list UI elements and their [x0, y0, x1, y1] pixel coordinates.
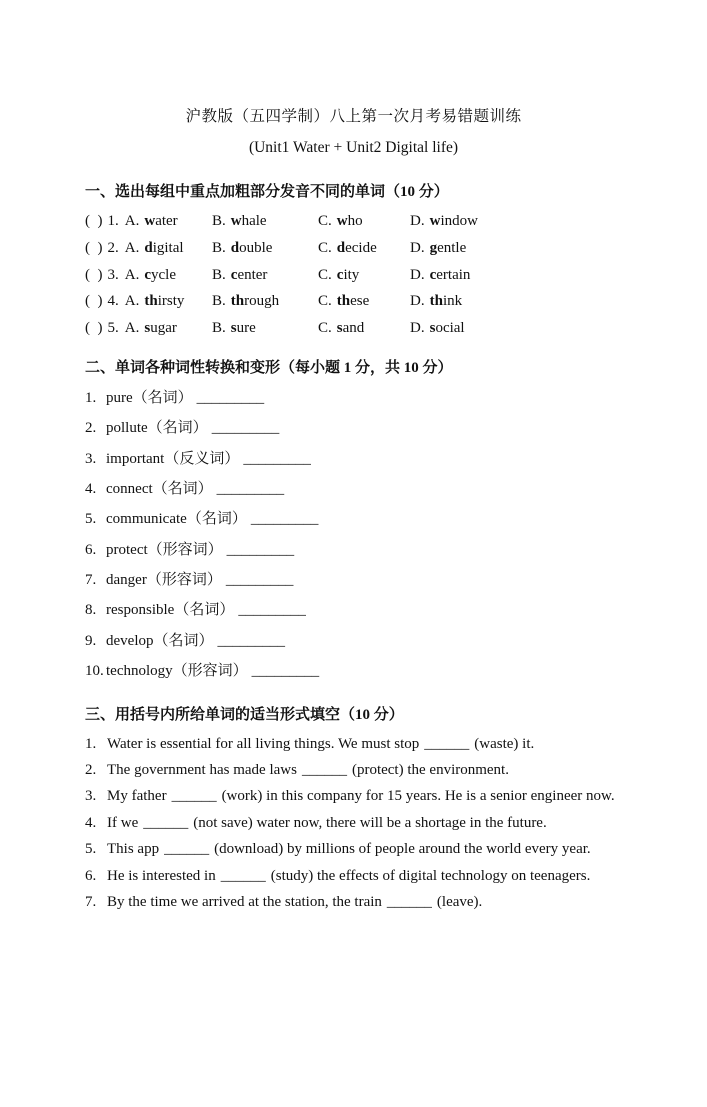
bold-letter: g [429, 239, 438, 256]
bold-letter: w [336, 213, 348, 229]
option-word: igital [152, 239, 184, 256]
answer-blank[interactable]: _________ [243, 450, 311, 467]
sentence-item [85, 731, 682, 757]
question-number: 5. [107, 320, 119, 336]
answer-bracket[interactable]: ( ) [85, 213, 103, 229]
option-label: C. [318, 213, 332, 229]
word-item [85, 504, 682, 534]
choice-option [410, 262, 682, 289]
word: danger [106, 572, 147, 589]
pos-hint: （名词） [186, 511, 247, 528]
choice-option [318, 288, 410, 315]
bold-letter: s [144, 320, 151, 336]
bold-letter: d [230, 239, 240, 256]
sentence-item [85, 836, 682, 862]
option-label: D. [410, 266, 425, 283]
answer-bracket[interactable]: ( ) [85, 239, 103, 256]
question-number: 3. [85, 450, 97, 467]
sentence-after: (work) in this company for 15 years. He is a senior engineer now. [221, 788, 615, 805]
word-item [85, 565, 682, 595]
sentence-before: If we [107, 814, 139, 831]
exam-paper [0, 108, 707, 915]
answer-blank[interactable]: ______ [386, 894, 432, 910]
paper-body [0, 183, 707, 915]
sentence-after: (waste) it. [474, 735, 535, 752]
pos-hint: （反义词） [164, 450, 240, 467]
option-label: D. [410, 293, 425, 310]
bold-letter: c [429, 266, 437, 283]
option-label: B. [212, 213, 226, 229]
bold-letter: w [230, 213, 242, 229]
option-word: indow [440, 213, 478, 229]
answer-blank[interactable]: _________ [216, 480, 285, 497]
page-title: 沪教版（五四学制）八上第一次月考易错题训练 [185, 108, 522, 125]
word: connect [106, 480, 153, 497]
question-number: 7. [85, 572, 97, 589]
choice-option [410, 235, 682, 262]
pos-hint: （形容词） [172, 663, 248, 680]
sentence-after: (leave). [436, 894, 483, 910]
choice-question-row [85, 288, 682, 315]
word-item [85, 383, 682, 413]
answer-blank[interactable]: _________ [211, 420, 280, 437]
bold-letter: w [429, 213, 441, 229]
question-number: 5. [85, 511, 97, 528]
word-item [85, 535, 682, 565]
option-label: A. [124, 293, 140, 310]
option-label: B. [212, 239, 226, 256]
answer-blank[interactable]: _________ [226, 541, 295, 558]
option-word: ouble [239, 239, 273, 256]
choice-option [410, 315, 682, 342]
word: develop [106, 632, 154, 649]
option-label: A. [124, 320, 140, 336]
question-number: 2. [85, 762, 97, 779]
option-label: C. [318, 239, 332, 256]
sentence-before: This app [107, 841, 160, 858]
option-word: ure [236, 320, 256, 336]
bold-letter: th [336, 293, 351, 310]
option-label: A. [124, 239, 140, 256]
option-label: A. [124, 213, 140, 229]
pos-hint: （名词） [152, 480, 213, 497]
option-word: hale [241, 213, 267, 229]
option-label: C. [318, 293, 332, 310]
option-word: ink [442, 293, 463, 310]
option-word: ho [347, 213, 363, 229]
sentence-before: The government has made laws [107, 762, 297, 779]
sentence-item [85, 783, 682, 809]
sentence-item [85, 810, 682, 836]
sentence-item [85, 889, 682, 915]
question-number: 6. [85, 541, 97, 558]
option-word: irsty [157, 293, 185, 310]
choice-option [410, 288, 682, 315]
choice-option [212, 235, 318, 262]
word-item [85, 444, 682, 474]
word-item [85, 626, 682, 656]
sentence-after: (protect) the environment. [351, 762, 509, 779]
answer-blank[interactable]: _________ [238, 602, 306, 619]
option-word: rough [244, 293, 280, 310]
option-word: ity [343, 266, 360, 283]
choice-option [85, 288, 212, 315]
question-number: 8. [85, 602, 97, 619]
section3-items [85, 731, 682, 916]
pos-hint: （形容词） [146, 572, 222, 589]
question-number: 6. [85, 867, 97, 884]
option-word: ycle [151, 266, 176, 283]
section2-items [85, 383, 682, 687]
bold-letter: c [336, 266, 344, 283]
option-label: A. [124, 266, 140, 283]
choice-option [318, 315, 410, 342]
choice-question-row [85, 235, 682, 262]
question-number: 1. [107, 213, 119, 229]
choice-option [85, 262, 212, 289]
choice-option [212, 315, 318, 342]
choice-question-row [85, 315, 682, 342]
choice-option [85, 235, 212, 262]
choice-option [85, 315, 212, 342]
section1-items [85, 208, 682, 342]
option-label: B. [212, 320, 226, 336]
word-item [85, 474, 682, 504]
question-number: 4. [107, 293, 119, 310]
word: protect [106, 541, 148, 558]
question-number: 3. [107, 266, 119, 283]
choice-option [85, 208, 212, 235]
pos-hint: （形容词） [147, 541, 223, 558]
answer-blank[interactable]: _________ [217, 632, 285, 649]
question-number: 2. [107, 239, 119, 256]
option-word: ese [350, 293, 370, 310]
question-number: 5. [85, 841, 97, 858]
bold-letter: w [144, 213, 156, 229]
bold-letter: s [336, 320, 343, 336]
option-label: C. [318, 266, 332, 283]
word: technology [106, 663, 173, 680]
choice-question-row [85, 262, 682, 289]
bold-letter: th [429, 293, 443, 310]
question-number: 10. [85, 663, 104, 680]
bold-letter: s [429, 320, 436, 336]
bold-letter: c [144, 266, 152, 283]
choice-option [410, 208, 682, 235]
pos-hint: （名词） [153, 632, 214, 649]
answer-blank[interactable]: _________ [225, 572, 294, 589]
question-number: 1. [85, 735, 97, 752]
option-label: D. [410, 320, 425, 336]
sentence-after: (download) by millions of people around the world every year. [214, 841, 591, 858]
question-number: 4. [85, 480, 97, 497]
answer-blank[interactable]: _________ [196, 389, 265, 406]
pos-hint: （名词） [174, 602, 235, 619]
pos-hint: （名词） [132, 389, 193, 406]
bold-letter: d [336, 239, 346, 256]
question-number: 9. [85, 632, 97, 649]
word: important [106, 450, 165, 467]
option-label: B. [212, 293, 226, 310]
bold-letter: th [230, 293, 245, 310]
answer-blank[interactable]: _________ [251, 663, 320, 680]
option-word: entle [437, 239, 467, 256]
bold-letter: s [230, 320, 237, 336]
option-word: ertain [436, 266, 471, 283]
page-subtitle: (Unit1 Water + Unit2 Digital life) [248, 139, 459, 156]
section2-header: 二、单词各种词性转换和变形（每小题 1 分，共 10 分） [85, 359, 453, 376]
choice-option [318, 235, 410, 262]
sentence-after: (study) the effects of digital technology on teenagers. [270, 867, 591, 884]
choice-option [212, 288, 318, 315]
choice-question-row [85, 208, 682, 235]
answer-bracket[interactable]: ( ) [85, 293, 103, 310]
sentence-before: Water is essential for all living things. We must stop [107, 735, 420, 752]
question-number: 7. [85, 894, 97, 910]
option-word: ugar [150, 320, 177, 336]
option-label: C. [318, 320, 332, 336]
answer-blank[interactable]: ______ [424, 735, 470, 752]
option-label: B. [212, 266, 226, 283]
sentence-after: (not save) water now, there will be a shortage in the future. [193, 814, 547, 831]
pos-hint: （名词） [147, 420, 208, 437]
sentence-before: He is interested in [107, 867, 216, 884]
bold-letter: c [230, 266, 238, 283]
option-label: D. [410, 213, 425, 229]
word: responsible [106, 602, 175, 619]
answer-bracket[interactable]: ( ) [85, 320, 103, 336]
answer-blank[interactable]: ______ [143, 814, 189, 831]
bold-letter: d [144, 239, 153, 256]
answer-bracket[interactable]: ( ) [85, 266, 103, 283]
word: communicate [106, 511, 187, 528]
answer-blank[interactable]: ______ [164, 841, 210, 858]
option-word: ater [155, 213, 178, 229]
word: pure [106, 389, 133, 406]
question-number: 2. [85, 420, 97, 437]
bold-letter: th [144, 293, 158, 310]
option-word: ocial [435, 320, 465, 336]
word-item [85, 413, 682, 443]
option-label: D. [410, 239, 425, 256]
word-item [85, 595, 682, 625]
option-word: enter [237, 266, 268, 283]
option-word: and [342, 320, 365, 336]
sentence-before: By the time we arrived at the station, the train [107, 894, 382, 910]
question-number: 4. [85, 814, 97, 831]
question-number: 3. [85, 788, 97, 805]
question-number: 1. [85, 389, 97, 406]
answer-blank[interactable]: ______ [171, 788, 217, 805]
answer-blank[interactable]: ______ [301, 762, 347, 779]
sentence-before: My father [107, 788, 167, 805]
answer-blank[interactable]: _________ [250, 511, 319, 528]
word: pollute [106, 420, 148, 437]
choice-option [318, 208, 410, 235]
section1-header: 一、选出每组中重点加粗部分发音不同的单词（10 分） [85, 184, 449, 200]
sentence-item [85, 757, 682, 783]
choice-option [318, 262, 410, 289]
option-word: ecide [345, 239, 377, 256]
choice-option [212, 208, 318, 235]
word-item [85, 656, 682, 686]
choice-option [212, 262, 318, 289]
answer-blank[interactable]: ______ [220, 867, 266, 884]
sentence-item [85, 863, 682, 889]
section3-header: 三、用括号内所给单词的适当形式填空（10 分） [85, 706, 404, 723]
